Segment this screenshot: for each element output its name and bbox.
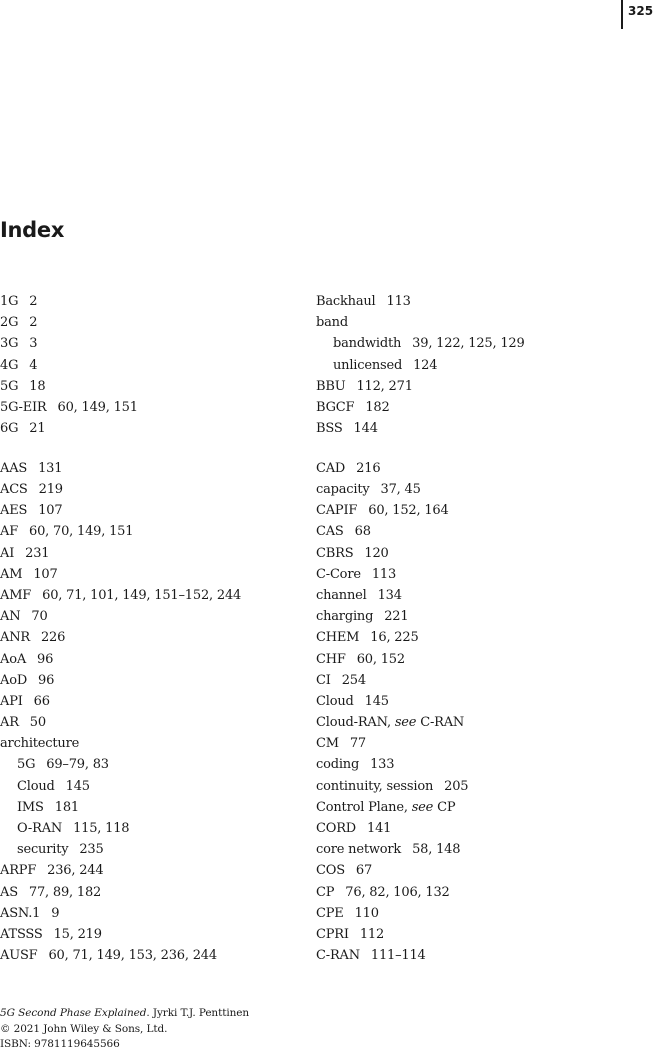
index-page-numbers: 69–79, 83 <box>46 757 109 773</box>
index-entry <box>0 479 300 500</box>
index-page-numbers: 254 <box>341 672 366 688</box>
index-entry <box>0 860 300 881</box>
index-entry <box>0 903 300 924</box>
index-term: ATSSS <box>0 926 43 942</box>
footer-copyright: © 2021 John Wiley & Sons, Ltd. <box>0 1022 168 1035</box>
index-term: AoD <box>0 672 28 688</box>
index-page-numbers: 145 <box>65 778 90 794</box>
index-entry <box>0 355 300 376</box>
index-entry <box>316 397 646 418</box>
book-title: 5G Second Phase Explained <box>0 1007 147 1019</box>
index-subentry <box>0 776 300 797</box>
index-letter-gap <box>316 439 646 458</box>
index-term: CHF <box>316 651 346 667</box>
index-term: CPRI <box>316 926 349 942</box>
index-page-numbers: 120 <box>364 545 389 561</box>
index-page-numbers: 107 <box>38 503 63 519</box>
index-entry <box>0 606 300 627</box>
index-page-numbers: 68 <box>354 524 371 540</box>
index-term: AUSF <box>0 948 38 964</box>
index-entry <box>316 418 646 439</box>
index-entry <box>0 924 300 945</box>
index-entry <box>316 479 646 500</box>
index-page-numbers: 181 <box>54 799 79 815</box>
index-term: AoA <box>0 651 27 667</box>
index-entry <box>316 543 646 564</box>
index-entry <box>316 585 646 606</box>
book-author: . Jyrki T.J. Penttinen <box>146 1007 250 1019</box>
index-page-numbers: 141 <box>367 821 392 836</box>
index-term: CPE <box>316 905 344 921</box>
footer-isbn: ISBN: 9781119645566 <box>0 1038 120 1050</box>
copyright-footer <box>0 1006 249 1053</box>
index-page-numbers: 182 <box>365 399 390 415</box>
index-page-numbers: 60, 152, 164 <box>368 503 449 519</box>
index-page-numbers: 134 <box>377 587 402 603</box>
index-subentry <box>316 333 646 354</box>
index-entry <box>0 649 300 670</box>
index-entry <box>0 500 300 521</box>
index-page-numbers: 226 <box>40 630 66 646</box>
index-term: C-Core <box>316 566 361 582</box>
index-page-numbers: 3 <box>29 336 38 352</box>
index-page-numbers: 70 <box>31 609 48 625</box>
index-entry <box>0 521 300 542</box>
index-page-numbers: 21 <box>29 421 46 437</box>
index-term: API <box>0 693 23 709</box>
index-term: COS <box>316 863 345 879</box>
index-page-numbers: 221 <box>384 609 409 625</box>
index-entry <box>0 291 300 312</box>
index-page-numbers: 77, 89, 182 <box>28 884 102 900</box>
index-term: Cloud <box>17 778 55 794</box>
index-entry <box>316 754 646 775</box>
index-term: security <box>17 842 69 858</box>
index-page-numbers: 110 <box>354 905 379 921</box>
index-page-numbers: 60, 152 <box>356 651 405 667</box>
index-entry <box>316 945 646 966</box>
index-page-numbers: 60, 149, 151 <box>57 399 138 415</box>
index-term: AF <box>0 524 19 540</box>
index-entry <box>0 585 300 606</box>
index-term: C-RAN <box>316 948 360 964</box>
index-entry <box>0 564 300 585</box>
index-entry <box>316 606 646 627</box>
index-subentry <box>0 818 300 839</box>
index-term: CAD <box>316 460 346 476</box>
index-page-numbers: 60, 71, 101, 149, 151–152, 244 <box>42 587 242 603</box>
index-entry <box>316 903 646 924</box>
index-entry <box>316 564 646 585</box>
index-term: ANR <box>0 630 30 646</box>
index-term: AAS <box>0 460 28 476</box>
index-page-numbers: 58, 148 <box>412 842 461 858</box>
index-page-numbers: 50 <box>29 715 46 731</box>
index-term: AN <box>0 609 21 625</box>
index-term: continuity, session <box>316 778 434 794</box>
index-term: AR <box>0 715 19 731</box>
index-term: core network <box>316 842 402 858</box>
index-entry <box>316 670 646 691</box>
index-entry <box>316 776 646 797</box>
index-page-numbers: 124 <box>413 357 438 373</box>
index-entry <box>316 924 646 945</box>
index-entry <box>316 291 646 312</box>
index-term: architecture <box>0 736 80 752</box>
index-page-numbers: 77 <box>349 736 367 752</box>
index-page-numbers: 96 <box>38 672 55 688</box>
index-term: 3G <box>0 336 19 352</box>
index-page-numbers: 113 <box>386 294 411 309</box>
index-entry <box>0 691 300 712</box>
index-entry <box>0 312 300 333</box>
index-entry <box>0 712 300 733</box>
index-entry <box>0 670 300 691</box>
index-entry <box>316 500 646 521</box>
index-entry <box>316 818 646 839</box>
index-term: 5G <box>0 378 19 394</box>
index-term: CBRS <box>316 545 354 561</box>
page-number: 325 <box>628 4 653 18</box>
index-entry <box>316 691 646 712</box>
index-entry <box>316 882 646 903</box>
index-term: BBU <box>316 378 346 394</box>
index-page-numbers: 113 <box>371 566 397 582</box>
index-subentry <box>0 754 300 775</box>
index-term: CAS <box>316 524 344 540</box>
index-term: CM <box>316 736 339 752</box>
index-page-numbers: 144 <box>353 421 378 437</box>
index-term: ARPF <box>0 863 37 879</box>
index-term: 1G <box>0 294 19 309</box>
see-reference-target: C-RAN <box>420 715 465 731</box>
index-term: ASN.1 <box>0 905 41 921</box>
index-page-numbers: 231 <box>25 545 50 561</box>
index-term: 2G <box>0 315 19 331</box>
index-page-numbers: 145 <box>364 693 389 709</box>
index-term: CAPIF <box>316 503 358 519</box>
index-heading: Index <box>0 218 65 242</box>
index-page-numbers: 76, 82, 106, 132 <box>345 884 450 900</box>
index-page-numbers: 2 <box>29 294 38 309</box>
index-term: Cloud <box>316 693 354 709</box>
index-term: capacity <box>316 482 370 497</box>
index-page-numbers: 107 <box>33 566 58 582</box>
index-term: ACS <box>0 482 28 497</box>
index-column-right <box>316 291 646 966</box>
index-term: O-RAN <box>17 821 63 836</box>
index-page-numbers: 111–114 <box>370 948 426 964</box>
index-subentry <box>316 355 646 376</box>
index-page-numbers: 112 <box>359 926 385 942</box>
index-entry <box>316 797 646 818</box>
index-entry <box>0 376 300 397</box>
index-term: channel <box>316 587 367 603</box>
index-entry <box>0 397 300 418</box>
index-entry <box>316 712 646 733</box>
footer-title-line <box>0 1006 249 1022</box>
index-page-numbers: 96 <box>37 651 54 667</box>
index-page-numbers: 131 <box>38 460 63 476</box>
index-page-numbers: 37, 45 <box>380 482 421 497</box>
index-term: AI <box>0 545 15 561</box>
index-term: 5G-EIR <box>0 399 47 415</box>
index-term: 4G <box>0 357 19 373</box>
index-entry <box>316 521 646 542</box>
index-entry <box>316 839 646 860</box>
index-page-numbers: 39, 122, 125, 129 <box>412 336 525 352</box>
index-entry <box>316 376 646 397</box>
index-entry <box>0 543 300 564</box>
see-reference-word: see <box>394 715 417 731</box>
index-page-numbers: 60, 70, 149, 151 <box>29 524 134 540</box>
index-entry <box>316 860 646 881</box>
index-term: charging <box>316 609 374 625</box>
index-term: BGCF <box>316 399 355 415</box>
index-page-numbers: 16, 225 <box>370 630 419 646</box>
index-term: bandwidth <box>333 336 402 352</box>
index-entry <box>316 733 646 754</box>
index-letter-gap <box>0 439 300 458</box>
index-page-numbers: 66 <box>33 693 50 709</box>
page-number-rule <box>621 0 623 29</box>
index-entry <box>0 418 300 439</box>
see-reference-word: see <box>411 799 434 815</box>
index-term: CORD <box>316 821 357 836</box>
index-term: band <box>316 315 348 331</box>
index-page-numbers: 115, 118 <box>73 821 130 836</box>
index-term: AMF <box>0 587 32 603</box>
index-entry <box>0 945 300 966</box>
index-term: coding <box>316 757 360 773</box>
index-term: CP <box>316 884 335 900</box>
index-page-numbers: 67 <box>355 863 373 879</box>
index-page-numbers: 236, 244 <box>47 863 104 879</box>
index-page-numbers: 216 <box>356 460 381 476</box>
index-page-numbers: 219 <box>38 482 63 497</box>
index-page-numbers: 2 <box>29 315 38 331</box>
see-reference-target: CP <box>437 799 456 815</box>
index-page-numbers: 205 <box>444 778 469 794</box>
index-term: BSS <box>316 421 343 437</box>
index-page-numbers: 4 <box>29 357 38 373</box>
index-term: IMS <box>17 799 44 815</box>
index-entry <box>316 312 646 333</box>
index-entry <box>0 458 300 479</box>
index-term: Cloud-RAN, <box>316 715 391 731</box>
index-entry <box>0 627 300 648</box>
index-term: AM <box>0 566 23 582</box>
index-entry <box>316 627 646 648</box>
index-subentry <box>0 797 300 818</box>
index-page-numbers: 235 <box>79 842 104 858</box>
index-term: Control Plane, <box>316 799 408 815</box>
index-page-numbers: 133 <box>370 757 395 773</box>
index-entry <box>316 458 646 479</box>
index-entry <box>0 882 300 903</box>
index-page-numbers: 112, 271 <box>356 378 413 394</box>
index-term: AS <box>0 884 18 900</box>
index-page-numbers: 18 <box>29 378 46 394</box>
index-term: AES <box>0 503 28 519</box>
index-entry <box>0 733 300 754</box>
index-term: CHEM <box>316 630 360 646</box>
index-page-numbers: 15, 219 <box>53 926 102 942</box>
index-entry <box>316 649 646 670</box>
index-term: Backhaul <box>316 294 376 309</box>
index-entry <box>0 333 300 354</box>
index-page-numbers: 9 <box>51 905 60 921</box>
index-column-left <box>0 291 300 966</box>
index-term: unlicensed <box>333 357 403 373</box>
index-page-numbers: 60, 71, 149, 153, 236, 244 <box>48 948 217 964</box>
index-subentry <box>0 839 300 860</box>
index-term: 5G <box>17 757 36 773</box>
index-term: CI <box>316 672 331 688</box>
index-term: 6G <box>0 421 19 437</box>
